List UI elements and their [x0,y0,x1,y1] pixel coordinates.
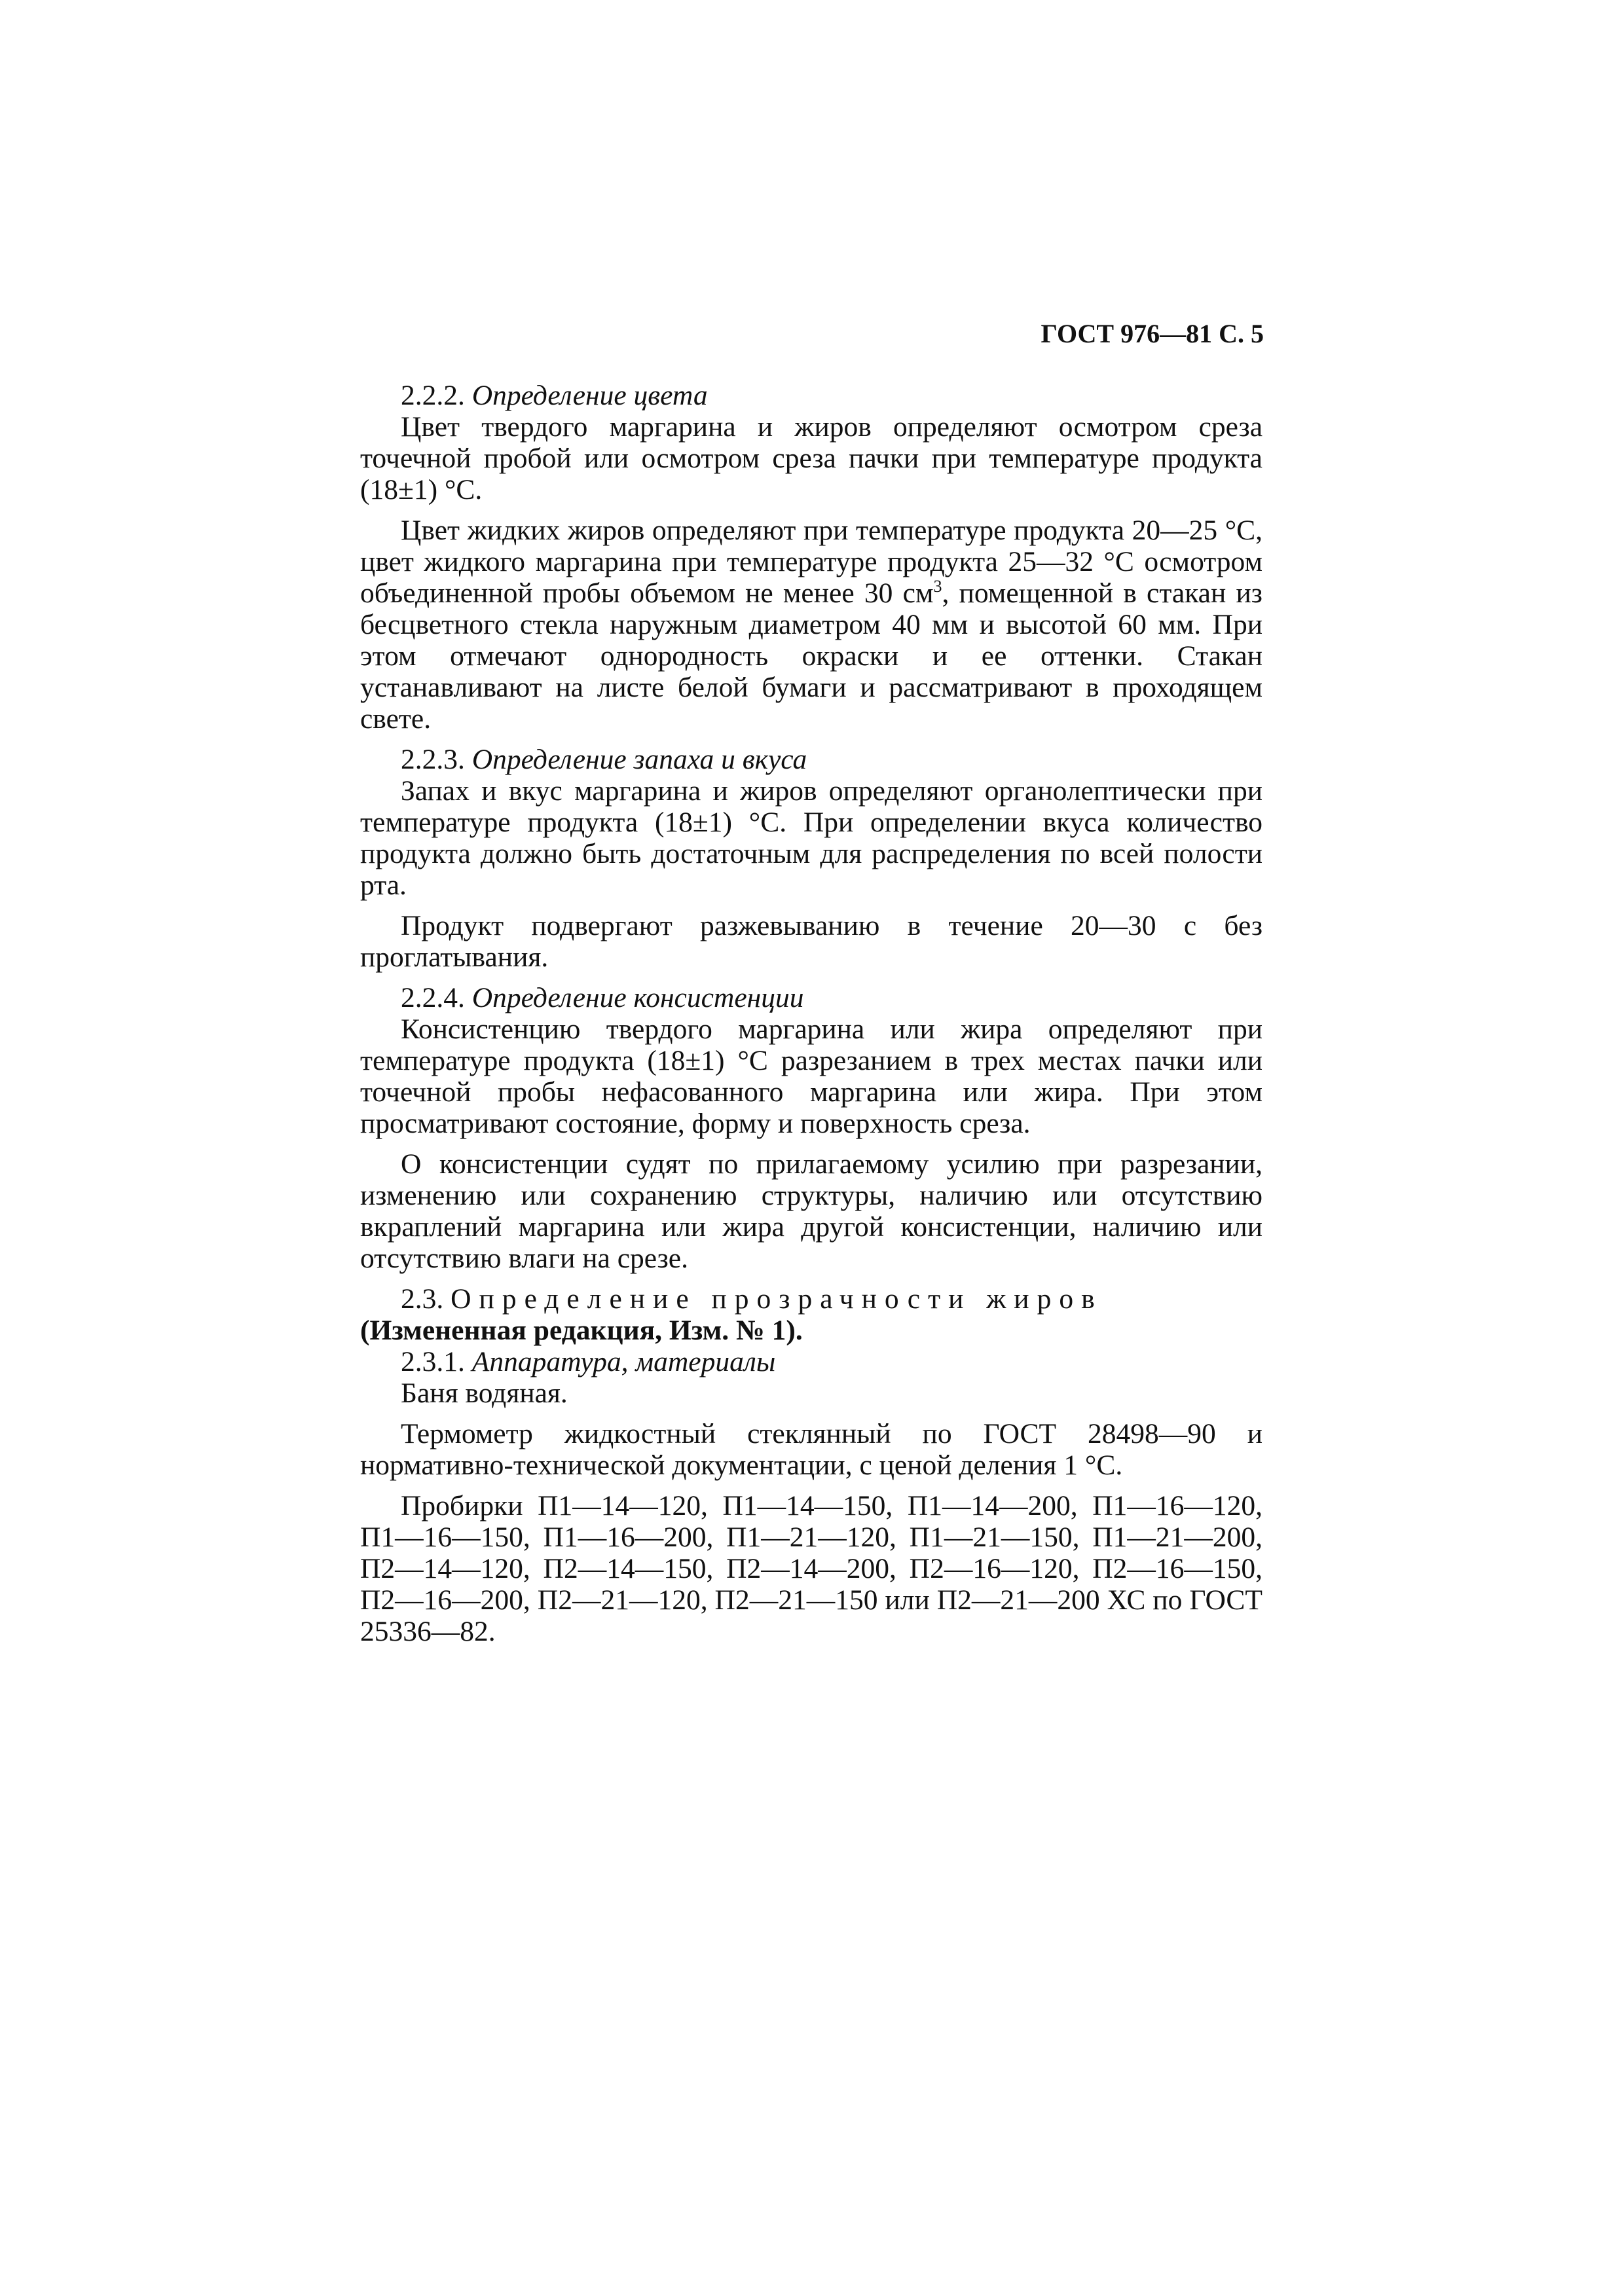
section-heading-2-2-4 [360,982,1263,1013]
paragraph-water-bath: Баня водяная. [401,1377,568,1409]
section-heading-2-2-2 [360,380,1263,411]
paragraph-thermometer: Термометр жидкостный стеклянный по ГОСТ 28498—90 и нормативно-технической документации, с ценой деления 1 °С. [360,1418,1263,1481]
paragraph-text: , помещенной в стакан из бесцветного стекла наружным диаметром 40 мм и высотой 60 мм. При этом отмечают однородность окраски и ее оттенки. Стакан устанавливают на листе белой бумаги и рассматривают в проходящем свете. [360,577,1263,735]
section-title: Определение цвета [471,380,708,411]
section-title: Определение консистенции [471,982,804,1013]
section-heading-2-3 [360,1283,1263,1315]
paragraph-consistency-judgement: О консистенции судят по прилагаемому усилию при разрезании, изменению или сохранению структуры, наличию или отсутствию вкраплений маргарина или жира другой консистенции, наличию или отсутствию влаги на срезе. [360,1148,1263,1274]
section-heading-2-3-1 [360,1346,1263,1377]
section-heading-2-2-3 [360,744,1263,775]
paragraph-test-tubes: Пробирки П1—14—120, П1—14—150, П1—14—200, П1—16—120, П1—16—150, П1—16—200, П1—21—120, П1—21—150, П1—21—200, П2—14—120, П2—14—150, П2—14—200, П2—16—120, П2—16—150, П2—16—200, П2—21—120, П2—21—150 или П2—21—200 ХС по ГОСТ 25336—82. [360,1490,1263,1647]
paragraph-text: Цвет жидких жиров определяют при температуре продукта 20—25 °С, цвет жидкого маргарина при температуре продукта 25—32 °С осмотром объединенной пробы объемом не менее 30 см [360,515,1263,609]
section-number: 2.3.1. [401,1346,465,1377]
section-number: 2.2.4. [401,982,465,1013]
document-body [360,380,1263,1656]
section-title: Определение запаха и вкуса [471,744,807,775]
paragraph-color-solid: Цвет твердого маргарина и жиров определяют осмотром среза точечной пробой или осмотром среза пачки при температуре продукта (18±1) °С. [360,411,1263,505]
paragraph-smell-taste: Запах и вкус маргарина и жиров определяют органолептически при температуре продукта (18±1) °С. При определении вкуса количество продукта должно быть достаточным для распределения по всей полости рта. [360,775,1263,901]
paragraph-consistency: Консистенцию твердого маргарина или жира определяют при температуре продукта (18±1) °С разрезанием в трех местах пачки или точечной пробы нефасованного маргарина или жира. При этом просматривают состояние, форму и поверхность среза. [360,1013,1263,1139]
running-header: ГОСТ 976—81 С. 5 [1041,319,1264,348]
section-title: Определение прозрачности жиров [451,1283,1103,1315]
amendment-text: (Измененная редакция, Изм. № 1). [360,1315,803,1346]
section-number: 2.2.2. [401,380,465,411]
amendment-note [360,1315,1263,1346]
superscript: 3 [933,577,942,596]
section-number: 2.3. [401,1283,444,1315]
paragraph-color-liquid [360,515,1263,735]
paragraph-chewing: Продукт подвергают разжевыванию в течение 20—30 с без проглатывания. [360,910,1263,973]
section-title: Аппаратура, материалы [471,1346,776,1377]
section-number: 2.2.3. [401,744,465,775]
